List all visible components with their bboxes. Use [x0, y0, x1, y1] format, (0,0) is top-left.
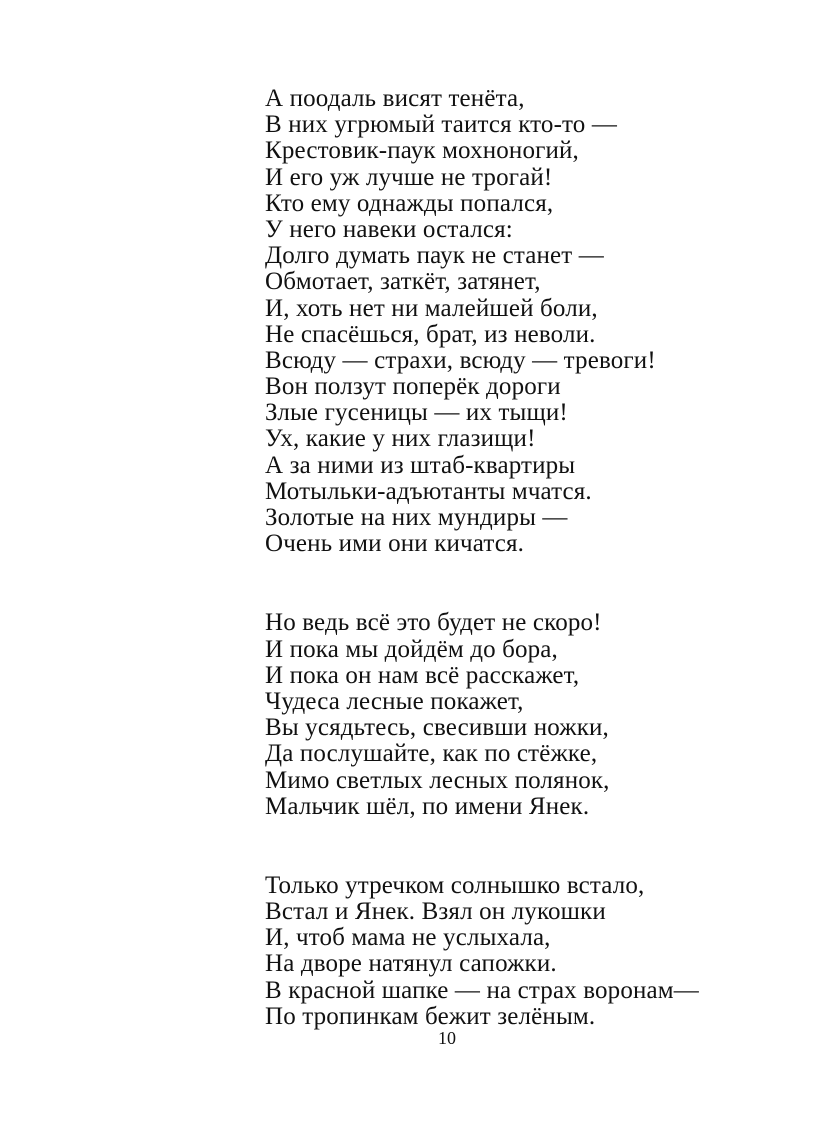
- poem-line: Вон ползут поперёк дороги: [265, 373, 561, 401]
- poem-line: В них угрюмый таится кто-то —: [265, 111, 617, 139]
- poem-line: На дворе натянул сапожки.: [265, 950, 557, 978]
- poem-line: Золотые на них мундиры —: [265, 504, 568, 531]
- poem-line: Встал и Янек. Взял он лукошки: [265, 898, 606, 926]
- stanza-1: [265, 86, 785, 557]
- poem-line: Крестовик-паук мохноногий,: [265, 137, 579, 165]
- stanza-3: [265, 873, 785, 1030]
- poem-line: Долго думать паук не станет —: [265, 242, 604, 270]
- poem-line: У него навеки остался:: [265, 215, 513, 243]
- poem-line: Злые гусеницы — их тыщи!: [265, 399, 568, 427]
- poem-line: И, хоть нет ни малейшей боли,: [265, 294, 598, 322]
- poem-line: Вы усядьтесь, свесивши ножки,: [265, 714, 609, 742]
- poem-line: И его уж лучше не трогай!: [265, 163, 553, 191]
- stanza-2: [265, 610, 785, 820]
- poem-line: Мимо светлых лесных полянок,: [265, 766, 610, 794]
- poem-line: Да послушайте, как по стёжке,: [265, 740, 598, 768]
- poem-line: И пока мы дойдём до бора,: [265, 635, 558, 663]
- poem-line: Мальчик шёл, по имени Янек.: [265, 792, 590, 820]
- page-number: 10: [438, 1028, 456, 1048]
- poem-line: Обмотает, заткёт, затянет,: [265, 268, 541, 296]
- poem-line: Мотыльки-адъютанты мчатся.: [265, 477, 592, 505]
- poem: [265, 86, 785, 1030]
- poem-line: Кто ему однажды попался,: [265, 189, 554, 217]
- poem-line: И, чтоб мама не услыхала,: [265, 924, 551, 952]
- poem-line: А поодаль висят тенёта,: [265, 85, 525, 112]
- poem-line: По тропинкам бежит зелёным.: [265, 1002, 596, 1030]
- poem-line: Не спасёшься, брат, из неволи.: [265, 320, 596, 348]
- poem-line: В красной шапке — на страх воронам—: [265, 976, 699, 1004]
- poem-line: Всюду — страхи, всюду — тревоги!: [265, 346, 656, 374]
- poem-line: И пока он нам всё расскажет,: [265, 661, 580, 689]
- poem-line: Ух, какие у них глазищи!: [265, 425, 536, 453]
- poem-line: Только утречком солнышко встало,: [265, 871, 645, 899]
- poem-line: Но ведь всё это будет не скоро!: [265, 609, 602, 637]
- poem-line: А за ними из штаб-квартиры: [265, 451, 576, 479]
- poem-line: Чудеса лесные покажет,: [265, 687, 524, 715]
- poem-line: Очень ими они кичатся.: [265, 530, 525, 558]
